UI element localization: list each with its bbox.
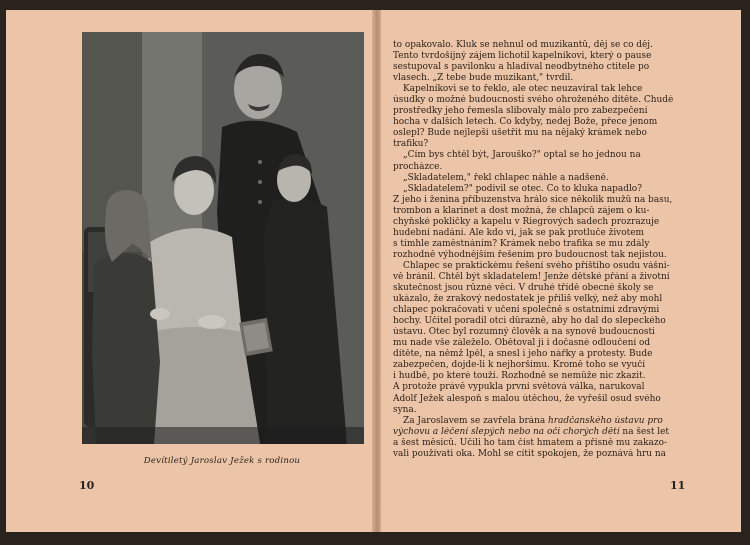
body-text bbox=[393, 40, 723, 460]
text-line-content: „Skladatelem," řekl chlapec náhle a nadšeně. bbox=[403, 172, 609, 183]
photo-caption: Devítiletý Jaroslav Ježek s rodinou bbox=[143, 456, 301, 466]
text-line-after: na šest let bbox=[619, 426, 669, 437]
text-line-content: Chlapec se praktickému řešení svého příštího osudu vášni- bbox=[403, 260, 670, 271]
text-line-content: skutečnost jsou různé věci. V druhé třídě obecné školy se bbox=[393, 283, 654, 294]
text-line bbox=[393, 62, 723, 73]
text-line-content: mu nade vše záleželo. Obětoval ji i dočasné odloučení od bbox=[393, 338, 651, 349]
text-line-content: Tento tvrdošíjný zájem lichotil kapelníkovi, který o pause bbox=[393, 51, 652, 62]
text-line-content: chlapec pokračovati v učení společně s ostatními zdravými bbox=[393, 305, 660, 316]
text-line bbox=[393, 416, 723, 427]
text-line-content: procházce. bbox=[393, 161, 443, 172]
text-line-content: úsudky o možné budoucnosti svého ohroženého dítěte. Chudé bbox=[393, 95, 674, 106]
text-line bbox=[393, 73, 723, 84]
text-line bbox=[393, 449, 723, 460]
family-portrait-photo bbox=[82, 32, 364, 444]
text-line bbox=[393, 250, 723, 261]
text-line bbox=[393, 95, 723, 106]
text-line-content: hudební nadání. Ale kdo ví, jak se pak protluče životem bbox=[393, 227, 644, 238]
text-line-content: A protože právě vypukla první světová válka, narukoval bbox=[393, 382, 645, 393]
text-line-content: to opakovalo. Kluk se nehnul od muzikantů, děj se co děj. bbox=[393, 40, 653, 50]
text-line-content: Za Jaroslavem se zavřela brána bbox=[403, 415, 549, 426]
text-line bbox=[393, 272, 723, 283]
text-line-content: trombon a klarinet a dost možná, že chlapců zájem o ku- bbox=[393, 205, 650, 216]
text-line-content: syna. bbox=[393, 404, 417, 415]
text-line bbox=[393, 349, 723, 360]
text-line-content: rozhodně výhodnějším řešením pro budoucnost tak nejistou. bbox=[393, 249, 667, 260]
text-line-content: chyňské pokličky a kapelu v Riegrových sadech prozrazuje bbox=[393, 216, 660, 227]
page-number-right: 11 bbox=[670, 479, 686, 492]
text-line-content: Adolf Ježek alespoň s malou útěchou, že vyřešil osud svého bbox=[393, 393, 661, 404]
text-line bbox=[393, 283, 723, 294]
text-line bbox=[393, 316, 723, 327]
text-line bbox=[393, 261, 723, 272]
text-line-content: hocha v dalších letech. Co kdyby, nedej Bože, přece jenom bbox=[393, 117, 658, 128]
text-line bbox=[393, 239, 723, 250]
text-line bbox=[393, 217, 723, 228]
text-line-italic: výchovu a léčení slepých nebo na oči chorých dětí bbox=[393, 426, 620, 437]
text-line-content: dítěte, na němž lpěl, a snesl i jeho nářky a protesty. Bude bbox=[393, 349, 653, 360]
text-line-content: zabezpečen, dojde-li k nejhoršímu. Kromě toho se vyučí bbox=[393, 360, 646, 371]
text-line bbox=[393, 294, 723, 305]
text-line bbox=[393, 139, 723, 150]
text-line bbox=[393, 40, 723, 51]
text-line bbox=[393, 438, 723, 449]
text-line bbox=[393, 327, 723, 338]
text-line bbox=[393, 51, 723, 62]
text-line bbox=[393, 106, 723, 117]
text-line-content: Kapelníkovi se to řeklo, ale otec neuzavíral tak lehce bbox=[403, 84, 643, 95]
text-line-content: ukázalo, že zrakový nedostatek je příliš velký, než aby mohl bbox=[393, 294, 663, 305]
text-line bbox=[393, 405, 723, 416]
text-line-content: trafiku? bbox=[393, 139, 429, 150]
text-line bbox=[393, 162, 723, 173]
text-line bbox=[393, 84, 723, 95]
text-line-italic: hradčanského ústavu pro bbox=[548, 415, 663, 426]
text-line-content: ústavu. Otec byl rozumný člověk a na synově budoucnosti bbox=[393, 327, 655, 338]
text-line bbox=[393, 427, 723, 438]
text-line-content: i hudbě, po které touží. Rozhodně se nemůže nic zkazit. bbox=[393, 371, 646, 382]
text-line-content: sestupoval s pavilonku a hladíval neodbytného ctitele po bbox=[393, 62, 650, 73]
text-line bbox=[393, 382, 723, 393]
text-line bbox=[393, 394, 723, 405]
text-line-content: prostředky jeho řemesla slibovaly málo pro zabezpečení bbox=[393, 106, 648, 117]
text-line bbox=[393, 195, 723, 206]
text-line-content: vlasech. „Z tebe bude muzikant," tvrdil. bbox=[393, 73, 574, 84]
page-number-left: 10 bbox=[79, 479, 95, 492]
text-line-content: hochy. Učitel poradil otci důrazně, aby ho dal do slepeckého bbox=[393, 316, 666, 327]
text-line bbox=[393, 228, 723, 239]
text-line-content: „Skladatelem?" podivil se otec. Co to kluka napadlo? bbox=[403, 183, 642, 194]
text-line-content: oslepl? Bude nejlepší ušetřit mu na nějaký krámek nebo bbox=[393, 128, 647, 139]
text-line bbox=[393, 173, 723, 184]
text-line-content: vali používati oka. Mohl se cítit spokojen, že poznává hru na bbox=[393, 448, 666, 459]
text-line-content: s tímhle zaměstnáním? Krámek nebo trafika se mu zdály bbox=[393, 238, 650, 249]
text-line bbox=[393, 184, 723, 195]
text-line-content: vě bránil. Chtěl být skladatelem! Jenže dětské přání a životní bbox=[393, 271, 670, 282]
text-line bbox=[393, 338, 723, 349]
text-line bbox=[393, 371, 723, 382]
text-line-content: a šest měsíců. Učili ho tam číst hmatem a přísně mu zakazo- bbox=[393, 437, 667, 448]
text-line bbox=[393, 206, 723, 217]
text-line-content: „Čím bys chtěl být, Jarouško?" optal se ho jednou na bbox=[403, 150, 641, 161]
text-line bbox=[393, 150, 723, 161]
text-line bbox=[393, 117, 723, 128]
text-line bbox=[393, 305, 723, 316]
text-line bbox=[393, 128, 723, 139]
family-portrait-illustration bbox=[82, 32, 364, 444]
text-line-content: Z jeho i ženina příbuzenstva hrálo sice několik mužů na basu, bbox=[393, 194, 673, 205]
text-line bbox=[393, 360, 723, 371]
